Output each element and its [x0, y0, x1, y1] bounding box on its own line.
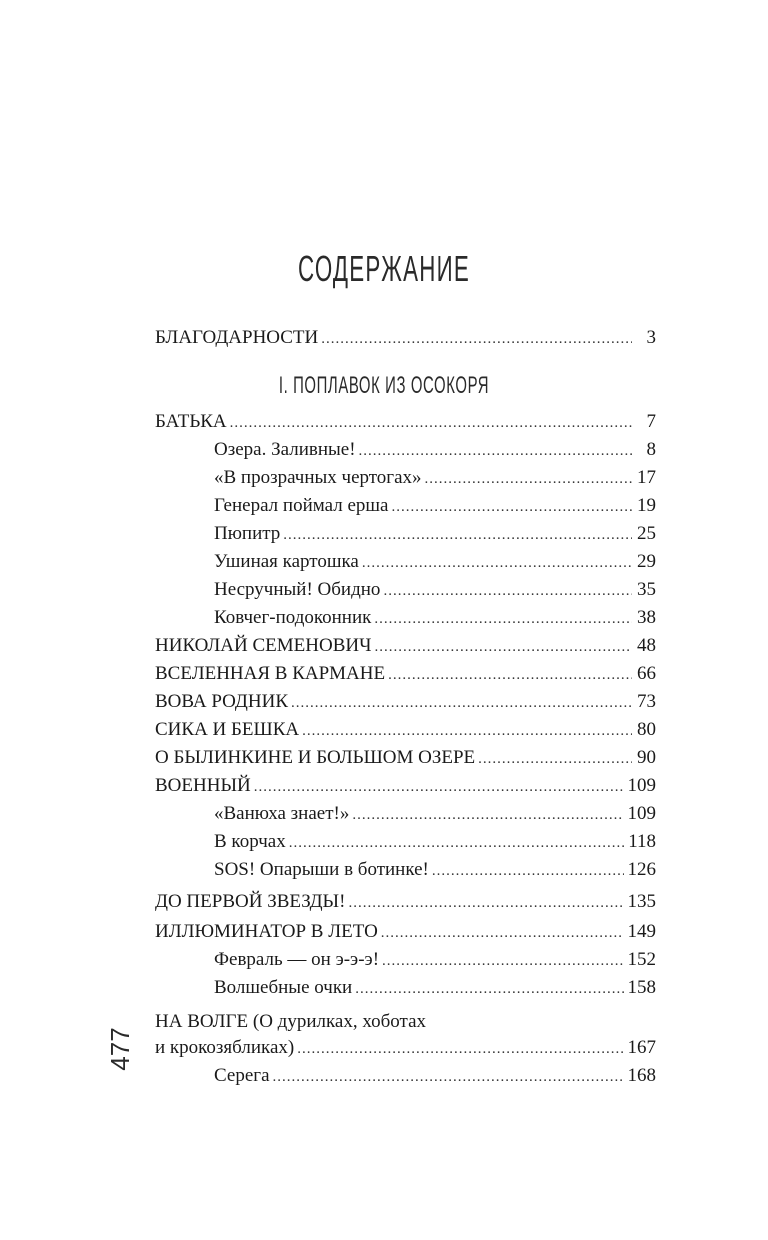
toc-entry-title: Февраль — он э-э-э!	[214, 949, 380, 970]
toc-entry-title-line1: НА ВОЛГЕ (О дурилках, хоботах	[155, 1011, 427, 1032]
toc-subentry	[214, 522, 656, 547]
dot-leader	[289, 831, 624, 855]
toc-entry	[155, 690, 656, 715]
toc-entry-title: ВОВА РОДНИК	[155, 691, 288, 712]
toc-entry	[155, 774, 656, 799]
toc-entry	[155, 1036, 656, 1061]
dot-leader	[478, 747, 632, 771]
toc-entry-page: 38	[637, 607, 656, 628]
toc-subentry	[214, 802, 656, 827]
dot-leader	[348, 891, 623, 915]
toc-subentry	[214, 494, 656, 519]
toc-subentry	[214, 578, 656, 603]
toc-entry-title: Ушиная картошка	[214, 551, 359, 572]
toc-entry-page: 8	[646, 439, 656, 460]
toc-entry-page: 109	[627, 803, 656, 824]
dot-leader	[352, 803, 623, 827]
toc-entry-page: 66	[637, 663, 656, 684]
toc-entry	[155, 920, 656, 945]
toc-entry-title: БЛАГОДАРНОСТИ	[155, 327, 319, 348]
toc-entry-page: 90	[637, 747, 656, 768]
toc-entry-title: «Ванюха знает!»	[214, 803, 350, 824]
toc-entry-title: Пюпитр	[214, 523, 281, 544]
toc-entry-page: 25	[637, 523, 656, 544]
toc-entry	[155, 410, 656, 435]
toc-entry-page: 29	[637, 551, 656, 572]
toc-entry-page: 73	[637, 691, 656, 712]
toc-subentry	[214, 948, 656, 973]
toc-entry-title: Волшебные очки	[214, 977, 353, 998]
toc-entry-page: 168	[627, 1065, 656, 1086]
section-heading: I. ПОПЛАВОК ИЗ ОСОКОРЯ	[278, 372, 490, 399]
toc-entry-page: 3	[646, 327, 656, 348]
toc-entry-page: 126	[627, 859, 656, 880]
toc-entry-title: СИКА И БЕШКА	[155, 719, 300, 740]
toc-entry-page: 109	[627, 775, 656, 796]
toc-entry-title: ВСЕЛЕННАЯ В КАРМАНЕ	[155, 663, 386, 684]
toc-entry	[155, 634, 656, 659]
toc-entry-page: 19	[637, 495, 656, 516]
toc-entry-page: 7	[646, 411, 656, 432]
dot-leader	[388, 663, 632, 687]
toc-subentry	[214, 1064, 656, 1089]
page-title: СОДЕРЖАНИЕ	[297, 248, 471, 289]
toc-entry-title: «В прозрачных чертогах»	[214, 467, 422, 488]
toc-entry-page: 17	[637, 467, 656, 488]
toc-entry	[155, 890, 656, 915]
toc-entry-title: НИКОЛАЙ СЕМЕНОВИЧ	[155, 635, 372, 656]
dot-leader	[302, 719, 632, 743]
dot-leader	[291, 691, 632, 715]
dot-leader	[230, 411, 632, 435]
dot-leader	[254, 775, 624, 799]
dot-leader	[297, 1037, 623, 1061]
toc-entry	[155, 746, 656, 771]
dot-leader	[381, 921, 624, 945]
toc-entry-title: Генерал поймал ерша	[214, 495, 389, 516]
toc-entry-title: В корчах	[214, 831, 286, 852]
dot-leader	[432, 859, 624, 883]
toc-subentry	[214, 858, 656, 883]
toc-entry	[155, 326, 656, 351]
toc-subentry	[214, 466, 656, 491]
toc-entry-title: Озера. Заливные!	[214, 439, 356, 460]
toc-subentry	[214, 438, 656, 463]
toc-entry-page: 158	[627, 977, 656, 998]
toc-entry	[155, 718, 656, 743]
toc-subentry	[214, 550, 656, 575]
toc-entry-page: 118	[628, 831, 656, 852]
dot-leader	[425, 467, 632, 491]
toc-entry-title: Серега	[214, 1065, 270, 1086]
toc-entry-page: 135	[627, 891, 656, 912]
toc-entry-page: 35	[637, 579, 656, 600]
toc-entry-page: 152	[627, 949, 656, 970]
dot-leader	[362, 551, 632, 575]
dot-leader	[355, 977, 623, 1001]
toc-entry-title: О БЫЛИНКИНЕ И БОЛЬШОМ ОЗЕРЕ	[155, 747, 476, 768]
dot-leader	[374, 607, 632, 631]
toc-subentry	[214, 830, 656, 855]
toc-entry	[155, 662, 656, 687]
dot-leader	[383, 579, 632, 603]
page-number: 477	[105, 1027, 135, 1071]
toc-entry-title: Ковчег-подоконник	[214, 607, 372, 628]
toc-entry-title: SOS! Опарыши в ботинке!	[214, 859, 429, 880]
toc-entry-page: 48	[637, 635, 656, 656]
toc-entry-title: БАТЬКА	[155, 411, 227, 432]
toc-entry-title: Несручный! Обидно	[214, 579, 381, 600]
dot-leader	[359, 439, 632, 463]
toc-entry-title: и крокозябликах)	[155, 1037, 295, 1058]
dot-leader	[283, 523, 632, 547]
toc-entry-page: 167	[627, 1037, 656, 1058]
dot-leader	[273, 1065, 624, 1089]
dot-leader	[321, 327, 632, 351]
dot-leader	[391, 495, 632, 519]
toc-entry-title: ДО ПЕРВОЙ ЗВЕЗДЫ!	[155, 891, 346, 912]
toc-entry-page: 80	[637, 719, 656, 740]
toc-entry-title: ИЛЛЮМИНАТОР В ЛЕТО	[155, 921, 378, 942]
dot-leader	[382, 949, 623, 973]
toc-entry-title: ВОЕННЫЙ	[155, 775, 251, 796]
toc-subentry	[214, 606, 656, 631]
toc-subentry	[214, 976, 656, 1001]
dot-leader	[374, 635, 632, 659]
toc-entry-page: 149	[627, 921, 656, 942]
